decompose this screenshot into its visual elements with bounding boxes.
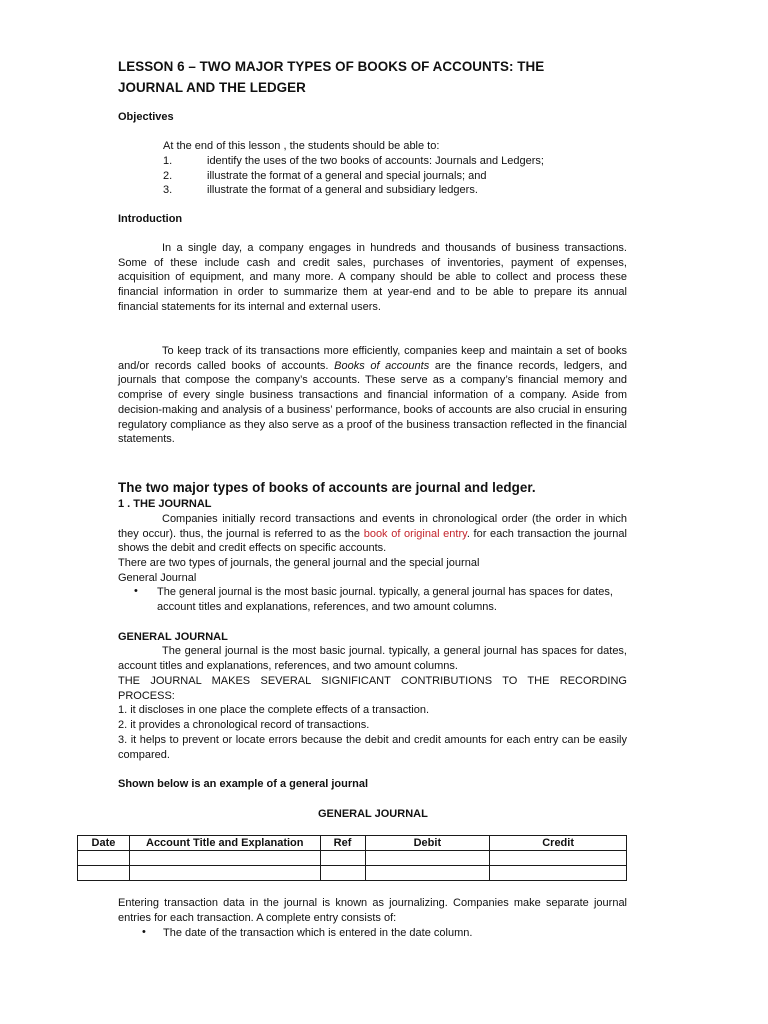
contribution-item: 3. it helps to prevent or locate errors because the debit and credit amounts for each entry can be easily compared. [118, 734, 627, 761]
objective-item: illustrate the format of a general and subsidiary ledgers. [207, 184, 478, 196]
general-journal-heading: GENERAL JOURNAL [118, 631, 228, 643]
objective-number: 2. [163, 170, 173, 182]
bullet-icon: • [134, 585, 138, 597]
lesson-title [118, 56, 638, 98]
introduction-paragraph-1: In a single day, a company engages in hundreds and thousands of business transactions. Some of these include cash and credit sales, purchases of inventories, payment of expenses, acquisition of equipment, and many more. A company should be able to collect and process these financial information in order to summarize them at year-end and to be able to prepare its annual financial statements for its internal and external users. [118, 242, 627, 313]
italic-term: Books of accounts [334, 359, 430, 372]
bullet-item: The general journal is the most basic journal. typically, a general journal has spaces for dates, account titles and explanations, references, and two amount columns. [157, 586, 613, 613]
contribution-item: 2. it provides a chronological record of transactions. [118, 719, 370, 731]
lesson-title-line1: LESSON 6 – TWO MAJOR TYPES OF BOOKS OF ACCOUNTS: THE [118, 59, 545, 74]
table-cell [78, 866, 130, 881]
column-header-ref: Ref [320, 836, 365, 851]
table-cell [320, 851, 365, 866]
general-journal-paragraph: The general journal is the most basic journal. typically, a general journal has spaces for dates, account titles and explanations, references, and two amount columns. [118, 645, 627, 672]
objectives-heading: Objectives [118, 111, 174, 123]
table-cell [129, 851, 320, 866]
column-header-date: Date [78, 836, 130, 851]
paragraph-text: are the finance records, ledgers, and journals that compose the company’s accounts. These serve as a company’s financial memory and comprise of every single business transactions and financial information of a company. Aside from decision-making and analysis of a business’ performance, books of accounts are also crucial in ensuring regulatory compliance as they also serve as a proof of the business transaction reflected in the financial statements. [118, 359, 627, 446]
paragraph-text: . for each transaction the journal shows the debit and credit effects on specific accounts. [118, 527, 627, 555]
table-cell [490, 866, 627, 881]
general-journal-label: General Journal [118, 572, 197, 584]
journal-paragraph [118, 512, 627, 556]
journal-types-line: There are two types of journals, the general journal and the special journal [118, 557, 480, 569]
table-title: GENERAL JOURNAL [318, 808, 428, 820]
table-cell [365, 851, 490, 866]
column-header-account: Account Title and Explanation [129, 836, 320, 851]
introduction-paragraph-2 [118, 344, 627, 447]
bullet-icon: • [142, 926, 146, 938]
contributions-heading: THE JOURNAL MAKES SEVERAL SIGNIFICANT CONTRIBUTIONS TO THE RECORDING PROCESS: [118, 675, 627, 702]
bullet-item: The date of the transaction which is entered in the date column. [163, 927, 473, 939]
table-cell [365, 866, 490, 881]
objective-item: identify the uses of the two books of accounts: Journals and Ledgers; [207, 155, 544, 167]
lesson-title-line2: JOURNAL AND THE LEDGER [118, 80, 306, 95]
table-cell [490, 851, 627, 866]
objective-number: 1. [163, 155, 173, 167]
column-header-debit: Debit [365, 836, 490, 851]
example-intro: Shown below is an example of a general journal [118, 778, 369, 790]
general-journal-table [77, 835, 627, 881]
table-cell [320, 866, 365, 881]
paragraph-text: To keep track of its transactions more efficiently, companies keep and maintain a set of books and/or records called books of accounts. [118, 345, 627, 372]
table-cell [129, 866, 320, 881]
journalizing-paragraph: Entering transaction data in the journal is known as journalizing. Companies make separate journal entries for each transaction. A complete entry consists of: [118, 897, 627, 924]
objective-item: illustrate the format of a general and special journals; and [207, 170, 487, 182]
objectives-intro: At the end of this lesson , the students should be able to: [163, 140, 440, 152]
paragraph-text: Companies initially record transactions and events in chronological order (the order in which they occur). thus, the journal is referred to as the [118, 513, 627, 540]
journal-heading: 1 . THE JOURNAL [118, 498, 212, 510]
introduction-heading: Introduction [118, 213, 183, 225]
contribution-item: 1. it discloses in one place the complete effects of a transaction. [118, 704, 430, 716]
major-types-heading: The two major types of books of accounts are journal and ledger. [118, 480, 536, 495]
highlighted-term: book of original entry [363, 527, 467, 540]
table-cell [78, 851, 130, 866]
column-header-credit: Credit [490, 836, 627, 851]
table-row [78, 851, 627, 866]
table-header-row [78, 836, 627, 851]
objective-number: 3. [163, 184, 173, 196]
table-row [78, 866, 627, 881]
